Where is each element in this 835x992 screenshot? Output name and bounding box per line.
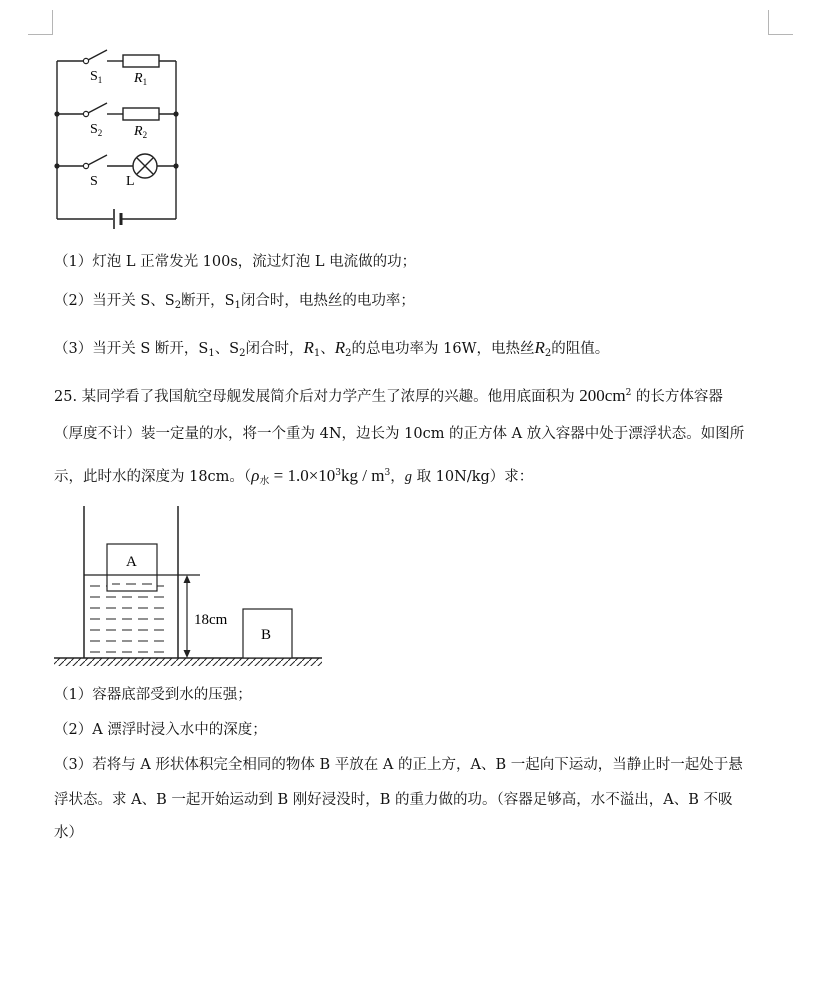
- depth-label: 18cm: [194, 612, 228, 628]
- lamp-l-label: L: [126, 174, 135, 189]
- water-dashes: [90, 586, 164, 652]
- switch-s-label: S: [90, 174, 98, 189]
- block-a-label: A: [126, 554, 137, 570]
- container-diagram: [50, 500, 330, 670]
- corner-mark-right: [768, 10, 793, 35]
- q25-line1: 25. 某同学看了我国航空母舰发展简介后对力学产生了浓厚的兴趣。他用底面积为 $200cm^2$ 的长方体容器: [54, 386, 723, 405]
- circuit-diagram: [40, 40, 200, 240]
- q25-line3: 示，此时水的深度为 18cm。（$\rho_水 = 1.0\times 10^3kg / m^3$，g 取 10N/kg）求：: [54, 466, 534, 487]
- block-b-label: B: [261, 627, 272, 643]
- q25-part3-line3: 水）: [54, 825, 83, 841]
- q25-part1: （1）容器底部受到水的压强；: [54, 687, 252, 703]
- q25-part3-line2: 浮状态。求 A、B 一起开始运动到 B 刚好浸没时，B 的重力做的功。（容器足够高，水不溢出，A、B 不吸: [54, 792, 733, 808]
- q25-part2: （2）A 漂浮时浸入水中的深度；: [54, 722, 267, 738]
- resistor-r1-label: $R_1$: [134, 71, 148, 87]
- q24-part1: （1）灯泡 L 正常发光 100s，流过灯泡 L 电流做的功；: [54, 254, 417, 270]
- switch-s2-label: $S_2$: [90, 122, 103, 138]
- corner-mark-left: [28, 10, 53, 35]
- switch-s1-label: $S_1$: [90, 69, 103, 85]
- resistor-r2-label: $R_2$: [134, 124, 148, 140]
- q25-part3-line1: （3）若将与 A 形状体积完全相同的物体 B 平放在 A 的正上方，A、B 一起向下运动，当静止时一起处于悬: [54, 757, 743, 773]
- q24-part2: （2）当开关 S、$S_2$断开，$S_1$闭合时，电热丝的电功率；: [54, 293, 415, 311]
- q25-line2: （厚度不计）装一定量的水，将一个重为 4N，边长为 10cm 的正方体 A 放入容器中处于漂浮状态。如图所: [54, 426, 745, 442]
- q24-part3: （3）当开关 S 断开，$S_1$、$S_2$闭合时，$R_1$、$R_2$的总电功率为 16W，电热丝$R_2$的阻值。: [54, 338, 610, 359]
